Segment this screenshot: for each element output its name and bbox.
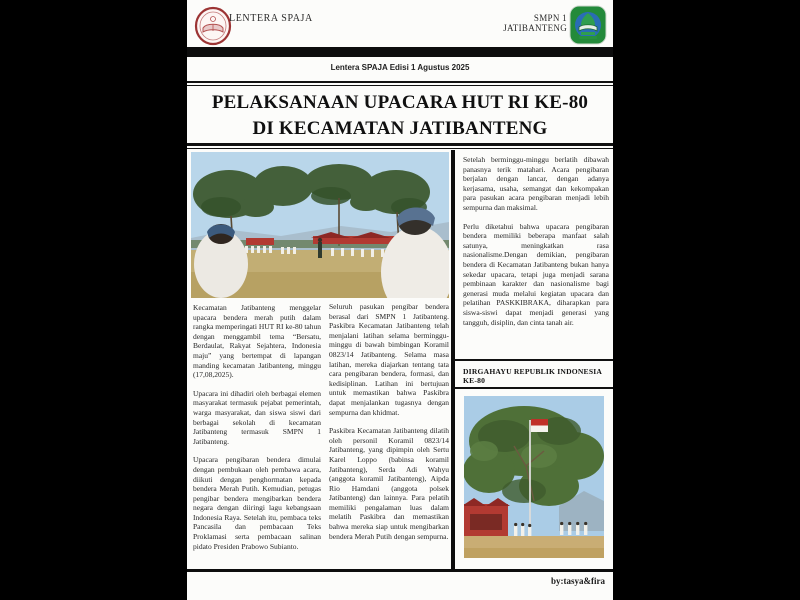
article-column-left <box>193 303 321 560</box>
article-paragraph: Paskibra Kecamatan Jatibanteng dilatih oleh personil Koramil 0823/14 Jatibanteng, yang dipimpin oleh Sertu Karel Loppo (babinsa koramil Jatibanteng), Serda Adi Wahyu (anggota koramil Jatibanteng), Aipda Rio Hamdani (anggota polsek Jatibanteng) dan lainnya. Para pelatih memiliki pengalaman luas dalam melatih Paskibra dan memastikan bahwa mereka siap untuk mengibarkan bendera Merah Putih dengan sempurna. <box>329 426 449 541</box>
headline-rule-top <box>187 81 613 83</box>
flag-raising-photo <box>464 396 604 558</box>
article-paragraph: Upacara pengibaran bendera dimulai dengan pembukaan oleh pembawa acara, diikuti dengan penghormatan kepada bendera Merah Putih. Kemudian, petugas pengibar bendera mengibarkan bendera negara dengan diiringi lagu kebangsaan Indonesia Raya. Setelah itu, pembaca teks Pancasila dan pembacaan Teks Proklamasi serta pembacaan salinan pidato Presiden Prabowo Subianto. <box>193 455 321 551</box>
edition-line: Lentera SPAJA Edisi 1 Agustus 2025 <box>330 63 470 72</box>
headline-line-1: PELAKSANAAN UPACARA HUT RI KE-80 <box>211 92 589 113</box>
headline-rule-top-thin <box>187 85 613 86</box>
article-paragraph: Perlu diketahui bahwa upacara pengibaran bendera memiliki beberapa manfaat salah satunya, meningkatkan rasa nasionalisme.Dengan demikian, pengibaran bendera di Kecamatan Jatibanteng bukan hanya sekedar upacara, tetapi juga menjadi sarana pembinaan karakter dan nasionalisme bagi generasi muda melalui kegiatan upacara dan pelatihan PASKKIBRAKA, diharapkan para siswa-siswi dapat menjadi generasi yang tangguh, disiplin, dan cinta tanah air. <box>463 221 609 327</box>
article-paragraph: Seluruh pasukan pengibar bendera berasal dari SMPN 1 Jatibanteng. Paskibra Kecamatan Jatibanteng telah menjalani latihan selama berminggu-minggu di bawah bimbingan Koramil 0823/14 Jatibanteng. Selama masa latihan, mereka diajarkan tentang tata cara pengibaran bendera, formasi, dan kedisiplinan. Latihan ini bertujuan untuk memastikan bahwa Paskibra dapat menjalankan tugasnya dengan sempurna dan khidmat. <box>329 302 449 417</box>
article-column-middle <box>329 302 449 550</box>
article-paragraph: Setelah berminggu-minggu berlatih dibawah panasnya terik matahari. Acara pengibaran berjalan dengan lancar, dengan adanya kerjasama, usaha, semangat dan kekompakan para pasukan acara pengibaran menjadi lebih sempurna dan maksimal. <box>463 155 609 212</box>
school-crest-circle-icon <box>194 6 232 46</box>
banner-title: DIRGAHAYU REPUBLIK INDONESIA KE-80 <box>463 367 602 385</box>
smpn-green-badge-icon <box>569 5 607 45</box>
page-title <box>187 90 613 142</box>
footer-rule <box>187 569 613 572</box>
masthead-divider-bar <box>187 47 613 57</box>
article-column-right <box>463 155 609 336</box>
article-paragraph: Kecamatan Jatibanteng menggelar upacara bendera merah putih dalam rangka memperingati HUT RI ke-80 tahun dengan menggambil tema “Bersatu, Berdaulat, Rakyat Sejahtera, Indonesia maju” yang bertempat di lapangan manding kecamatan Jatibanteng, minggu (17,08,2025). <box>193 303 321 380</box>
byline: by:tasya&fira <box>551 576 605 586</box>
headline-rule-bottom <box>187 143 613 146</box>
ceremony-field-photo <box>191 152 449 298</box>
school-title: SMPN 1 JATIBANTENG <box>503 13 567 33</box>
brand-title: LENTERA SPAJA <box>229 13 313 24</box>
headline-rule-bottom-thin <box>187 148 613 149</box>
headline-line-2: DI KECAMATAN JATIBANTENG <box>252 118 548 139</box>
banner-rule-bottom <box>453 387 613 389</box>
banner-rule-top <box>453 359 613 361</box>
newspaper-page <box>187 0 613 600</box>
article-paragraph: Upacara ini dihadiri oleh berbagai elemen masyarakat termasuk pejabat pemerintah, warga masyarakat, dan siswa siswi dari berbagai sekolah di kecamatan Jatibanteng termasuk SMPN 1 Jatibanteng. <box>193 388 321 446</box>
